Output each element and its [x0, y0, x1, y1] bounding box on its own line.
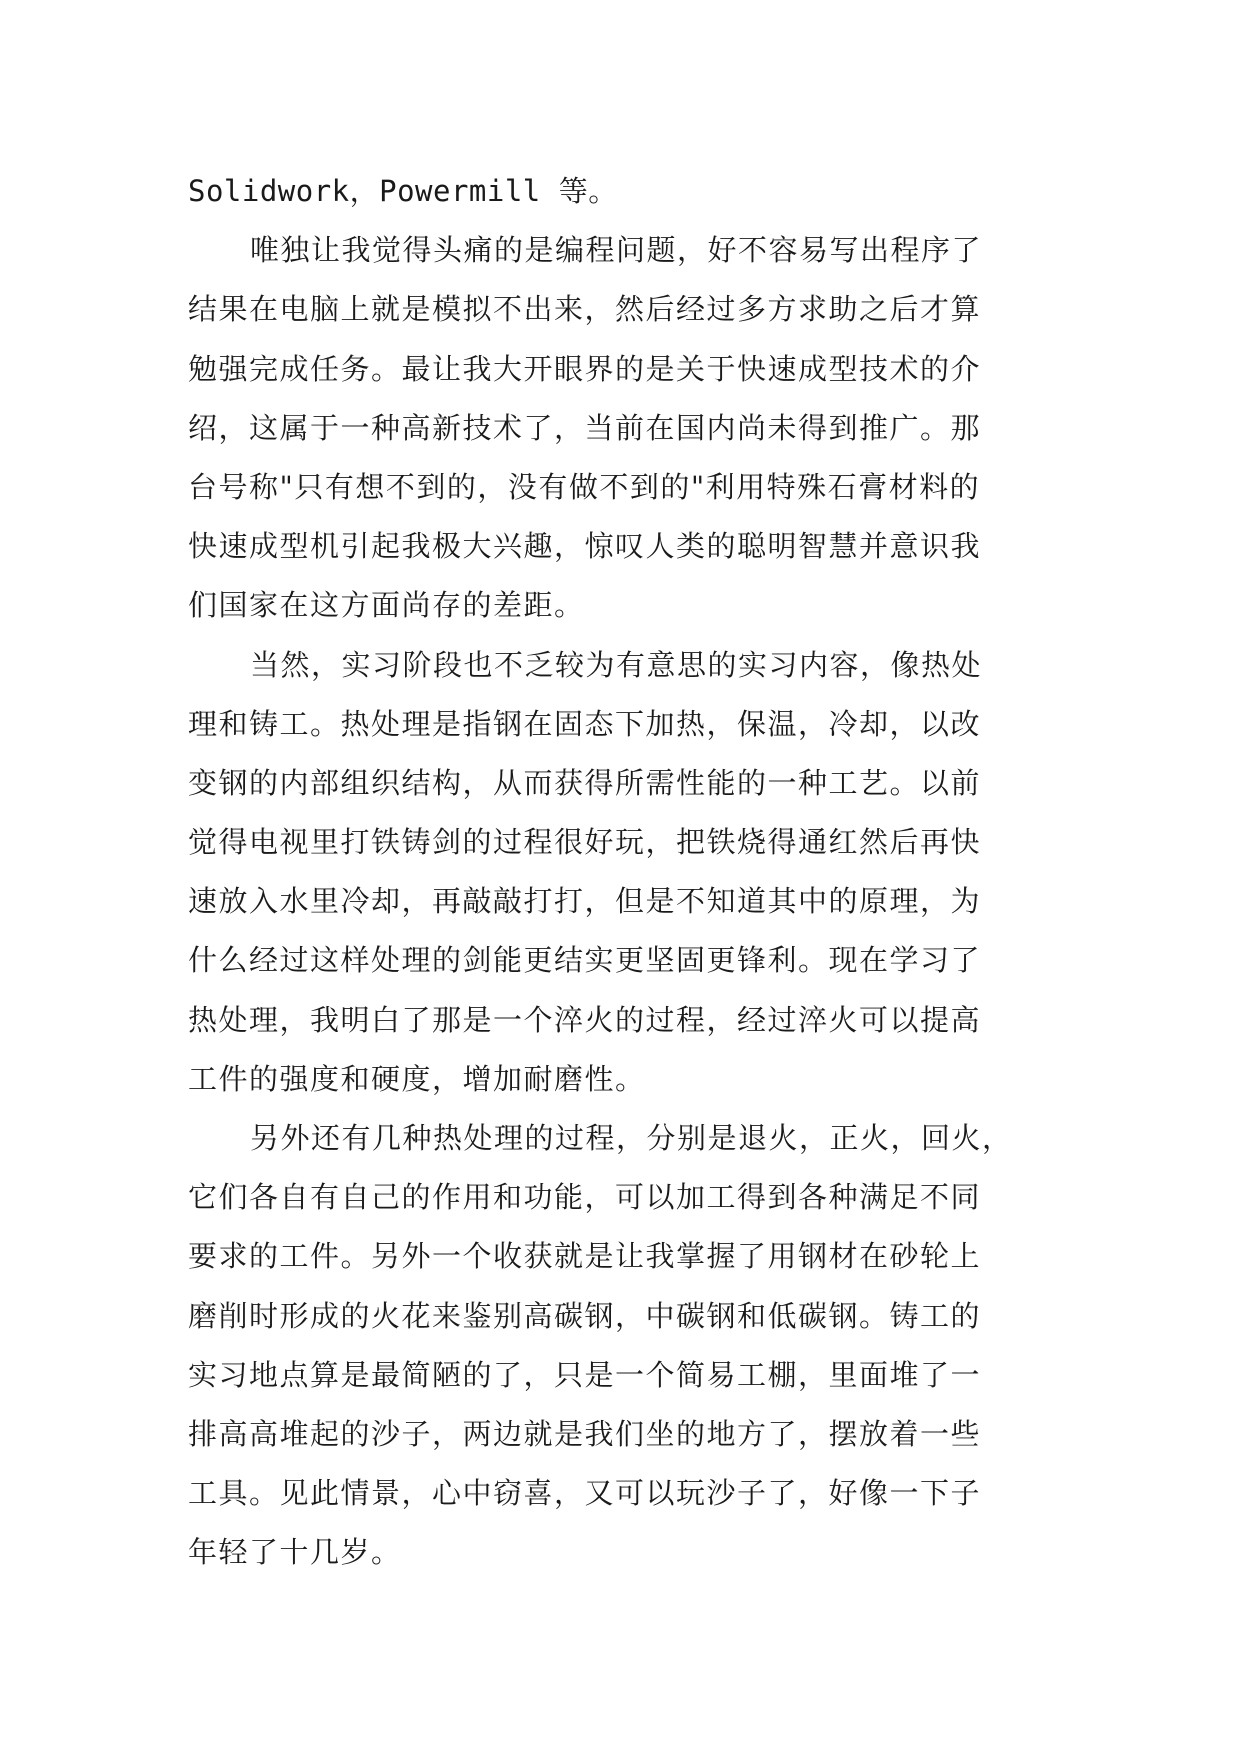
text-line: 工件的强度和硬度，增加耐磨性。 — [188, 1061, 646, 1096]
paragraph-first-line: 唯独让我觉得头痛的是编程问题，好不容易写出程序了 — [250, 233, 983, 268]
text-line: 勉强完成任务。最让我大开眼界的是关于快速成型技术的介 — [188, 351, 982, 386]
text-line: 什么经过这样处理的剑能更结实更坚固更锋利。现在学习了 — [188, 943, 982, 978]
text-line: 台号称"只有想不到的，没有做不到的"利用特殊石膏材料的 — [188, 469, 981, 504]
paragraph-first-line: 另外还有几种热处理的过程，分别是退火，正火，回火， — [250, 1121, 1013, 1155]
document-body — [188, 162, 1058, 1583]
text-line: 它们各自有自己的作用和功能，可以加工得到各种满足不同 — [188, 1180, 982, 1215]
text-line: 绍，这属于一种高新技术了，当前在国内尚未得到推广。那 — [188, 410, 982, 445]
text-line: 快速成型机引起我极大兴趣，惊叹人类的聪明智慧并意识我 — [188, 529, 982, 564]
text-line: 们国家在这方面尚存的差距。 — [188, 588, 585, 623]
text-line: 年轻了十几岁。 — [188, 1535, 402, 1570]
text-line: 工具。见此情景，心中窃喜，又可以玩沙子了，好像一下子 — [188, 1476, 982, 1511]
paragraph-first-line: 当然，实习阶段也不乏较为有意思的实习内容，像热处 — [250, 647, 983, 682]
text-line: 磨削时形成的火花来鉴别高碳钢，中碳钢和低碳钢。铸工的 — [188, 1298, 982, 1333]
text-line: Solidwork，Powermill 等。 — [188, 174, 618, 208]
text-line: 结果在电脑上就是模拟不出来，然后经过多方求助之后才算 — [188, 292, 982, 327]
text-line: 变钢的内部组织结构，从而获得所需性能的一种工艺。以前 — [188, 765, 982, 800]
text-line: 实习地点算是最简陋的了，只是一个简易工棚，里面堆了一 — [188, 1357, 982, 1392]
text-line: 排高高堆起的沙子，两边就是我们坐的地方了，摆放着一些 — [188, 1416, 982, 1451]
text-line: 理和铸工。热处理是指钢在固态下加热，保温，冷却，以改 — [188, 706, 982, 741]
text-line: 速放入水里冷却，再敲敲打打，但是不知道其中的原理，为 — [188, 884, 982, 919]
text-line: 觉得电视里打铁铸剑的过程很好玩，把铁烧得通红然后再快 — [188, 825, 982, 860]
text-line: 要求的工件。另外一个收获就是让我掌握了用钢材在砂轮上 — [188, 1239, 982, 1274]
text-line: 热处理，我明白了那是一个淬火的过程，经过淬火可以提高 — [188, 1002, 982, 1037]
